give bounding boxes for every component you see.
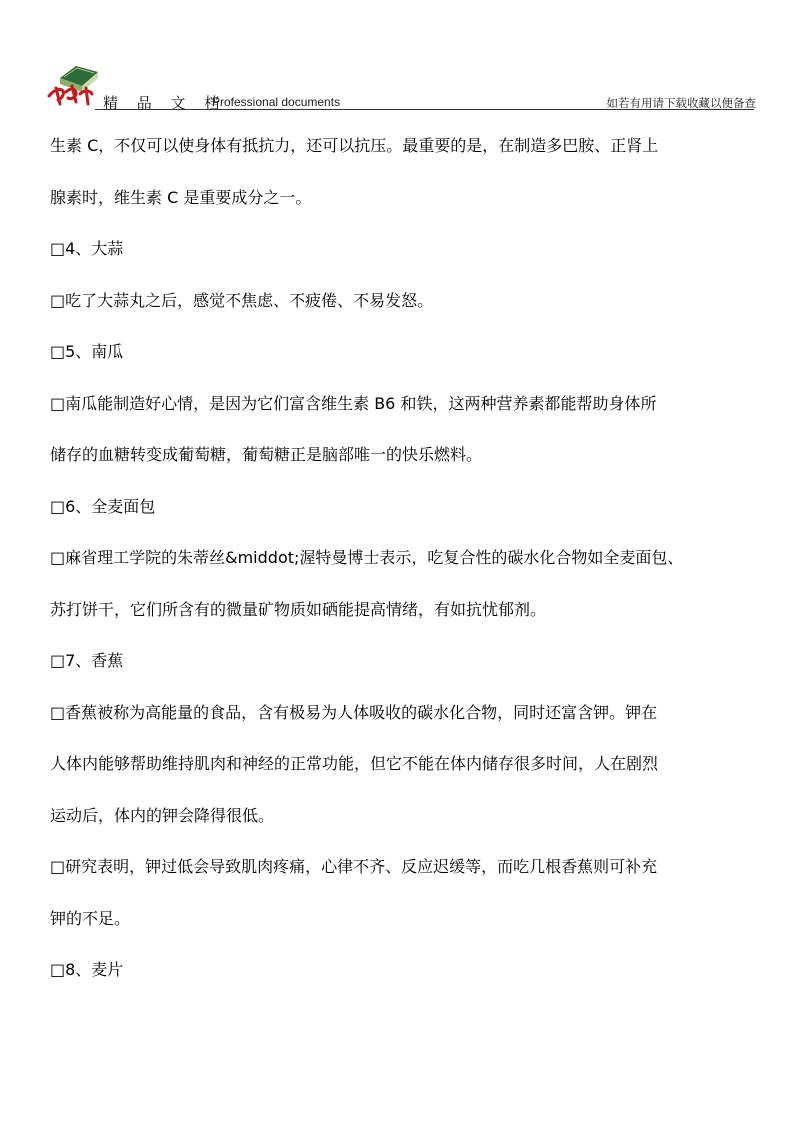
text-line: □研究表明，钾过低会导致肌肉疼痛，心律不齐、反应迟缓等，而吃几根香蕉则可补充	[50, 857, 658, 876]
text-line: 苏打饼干，它们所含有的微量矿物质如硒能提高情绪，有如抗忧郁剂。	[50, 599, 547, 619]
section-heading-banana: □7、香蕉	[50, 651, 124, 670]
brand-subtitle: Professional documents	[212, 95, 341, 109]
text-line: 腺素时，维生素 C 是重要成分之一。	[50, 187, 312, 207]
page-header	[0, 0, 794, 112]
section-heading-garlic: □4、大蒜	[50, 239, 124, 258]
header-note: 如若有用请下载收藏以便备查	[606, 96, 756, 110]
text-line: □香蕉被称为高能量的食品，含有极易为人体吸收的碳水化合物，同时还富含钾。钾在	[50, 702, 658, 722]
text-line: □麻省理工学院的朱蒂丝&middot;渥特曼博士表示，吃复合性的碳水化合物如全麦面包、	[50, 548, 684, 567]
header-divider	[95, 109, 754, 110]
section-heading-pumpkin: □5、南瓜	[50, 342, 124, 361]
document-body	[50, 120, 766, 996]
brand-title: 精 品 文 档	[103, 94, 227, 112]
text-line: □吃了大蒜丸之后，感觉不焦虑、不疲倦、不易发怒。	[50, 290, 434, 310]
text-line: 钾的不足。	[50, 908, 131, 928]
text-line: 储存的血糖转变成葡萄糖，葡萄糖正是脑部唯一的快乐燃料。	[50, 445, 483, 464]
section-heading-whole-wheat-bread: □6、全麦面包	[50, 496, 156, 516]
text-line: 生素 C，不仅可以使身体有抵抗力，还可以抗压。最重要的是，在制造多巴胺、正肾上	[50, 136, 659, 155]
text-line: 人体内能够帮助维持肌肉和神经的正常功能，但它不能在体内储存很多时间，人在剧烈	[50, 754, 659, 773]
text-line: 运动后，体内的钾会降得很低。	[50, 805, 275, 825]
section-heading-oats: □8、麦片	[50, 960, 124, 979]
book-logo-icon	[46, 52, 102, 106]
text-line: □南瓜能制造好心情，是因为它们富含维生素 B6 和铁，这两种营养素都能帮助身体所	[50, 393, 657, 413]
